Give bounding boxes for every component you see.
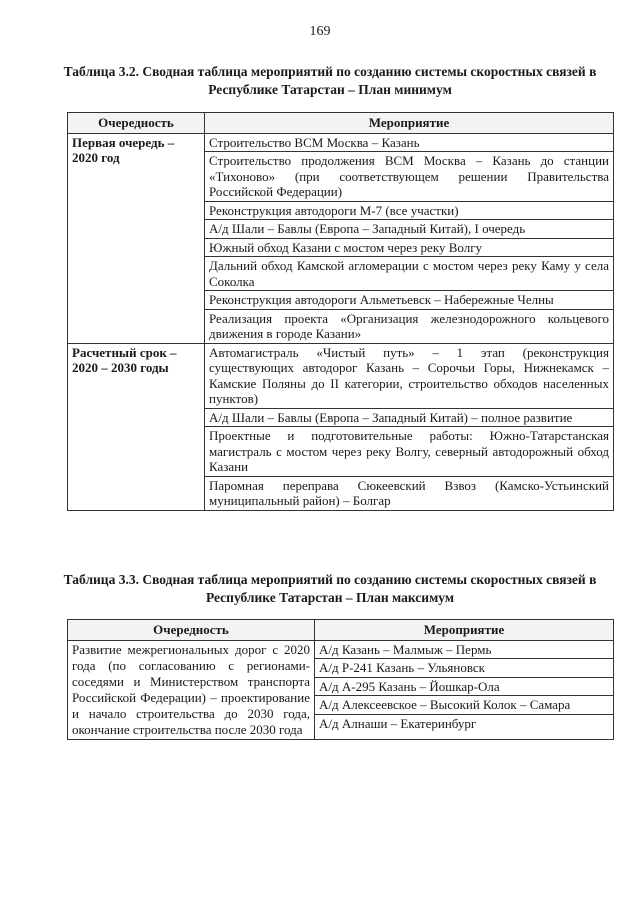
header-priority: Очередность — [68, 113, 205, 134]
table-header-row — [68, 620, 614, 641]
header-event: Мероприятие — [205, 113, 614, 134]
event-cell: А/д Шали – Бавлы (Европа – Западный Китай) – полное развитие — [205, 408, 614, 427]
table-3-3 — [67, 619, 614, 740]
priority-cell: Расчетный срок – 2020 – 2030 годы — [68, 343, 205, 510]
event-cell: Проектные и подготовительные работы: Южно-Татарстанская магистраль с мостом через реку Волгу, северный автодорожный обход Казани — [205, 427, 614, 477]
event-cell: Реконструкция автодороги Альметьевск – Набережные Челны — [205, 291, 614, 310]
event-cell: Строительство продолжения ВСМ Москва – Казань до станции «Тихоново» (при соответствующем решении Правительства Российской Федерации) — [205, 152, 614, 202]
table-row — [68, 343, 614, 408]
table-3-2-caption: Таблица 3.2. Сводная таблица мероприятий по созданию системы скоростных связей в Республике Татарстан – План минимум — [63, 64, 597, 97]
event-cell: А/д Шали – Бавлы (Европа – Западный Китай), I очередь — [205, 220, 614, 239]
events-cell — [315, 640, 614, 739]
event-item: А/д Алексеевское – Высокий Колок – Самара — [315, 696, 613, 715]
table-3-3-caption: Таблица 3.3. Сводная таблица мероприятий по созданию системы скоростных связей в Республике Татарстан – План максимум — [63, 572, 597, 605]
priority-cell: Развитие межрегиональных дорог с 2020 года (по согласованию с регионами-соседями и Министерством транспорта Российской Федерации) – проектирование и начало строительства до 2030 года, окончание строительства после 2030 года — [68, 640, 315, 739]
table-header-row — [68, 113, 614, 134]
event-cell: Дальний обход Камской агломерации с мостом через реку Каму у села Соколка — [205, 257, 614, 291]
table-3-2 — [67, 112, 614, 511]
table-row — [68, 133, 614, 152]
table-row — [68, 640, 614, 739]
event-cell: Паромная переправа Сюкеевский Взвоз (Камско-Устьинский муниципальный район) – Болгар — [205, 476, 614, 510]
event-item: А/д Р-241 Казань – Ульяновск — [315, 659, 613, 678]
event-item: А/д Казань – Малмыж – Пермь — [315, 641, 613, 660]
event-cell: Реализация проекта «Организация железнодорожного кольцевого движения в городе Казани» — [205, 309, 614, 343]
header-event: Мероприятие — [315, 620, 614, 641]
page-number: 169 — [309, 24, 331, 39]
priority-cell: Первая очередь – 2020 год — [68, 133, 205, 343]
event-cell: Строительство ВСМ Москва – Казань — [205, 133, 614, 152]
event-item: А/д Алнаши – Екатеринбург — [319, 715, 477, 731]
event-cell: Автомагистраль «Чистый путь» – 1 этап (реконструкция существующих автодорог Казань – Сорочьи Горы, Нижнекамск – Камские Поляны до II категории, строительство обходов населенных пунктов) — [205, 343, 614, 408]
event-cell: Реконструкция автодороги М-7 (все участки) — [205, 201, 614, 220]
header-priority: Очередность — [68, 620, 315, 641]
event-item: А/д А-295 Казань – Йошкар-Ола — [315, 678, 613, 697]
event-cell: Южный обход Казани с мостом через реку Волгу — [205, 238, 614, 257]
